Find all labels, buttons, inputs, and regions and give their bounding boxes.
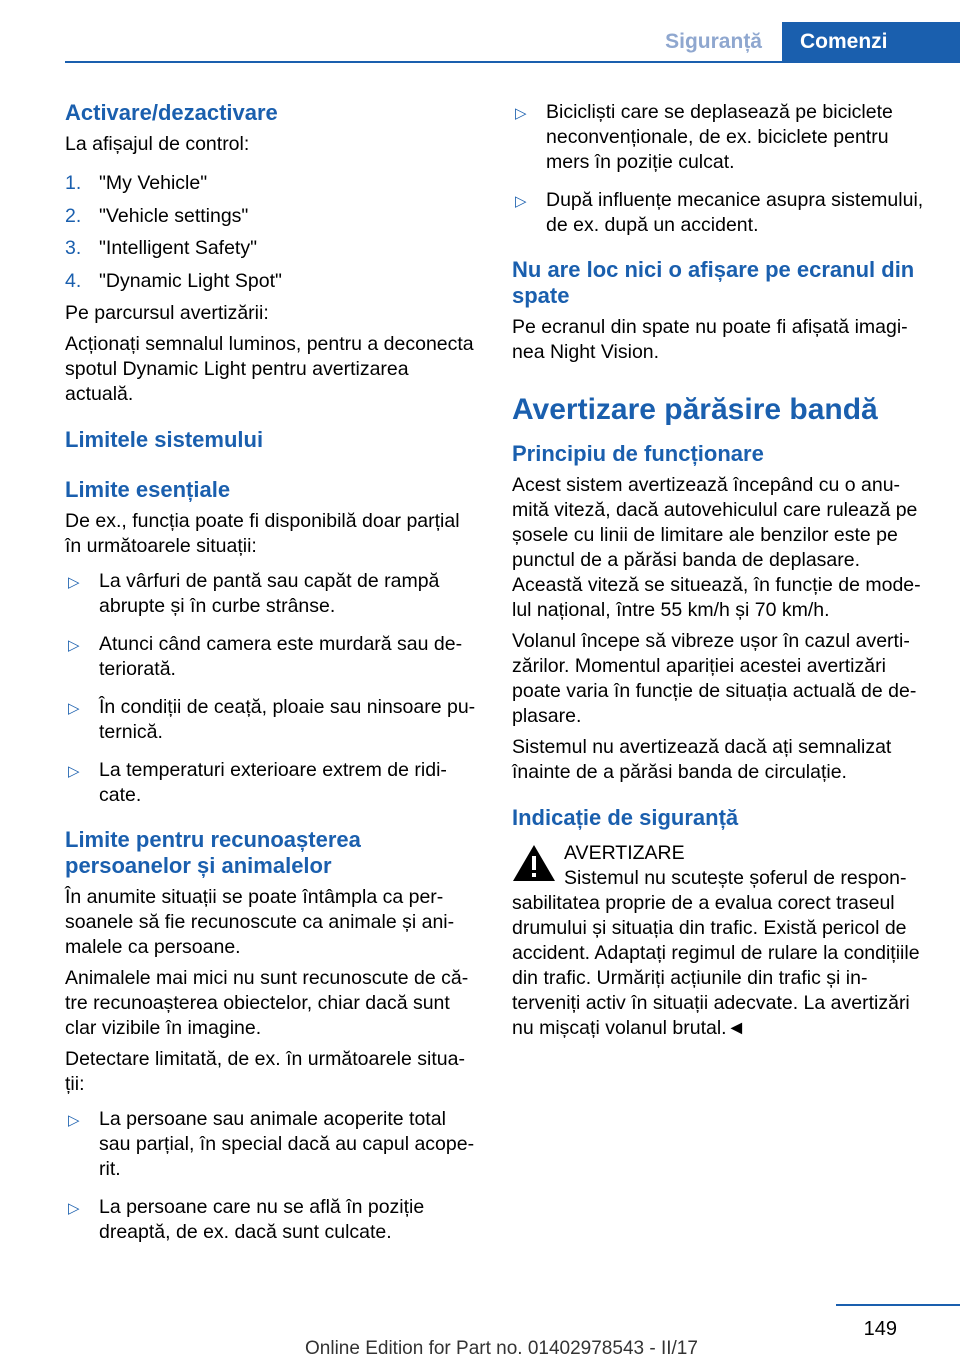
triangle-bullet-icon: ▷ xyxy=(68,763,80,780)
detection-list xyxy=(65,1107,477,1245)
list-item-text: La vârfuri de pantă sau capăt de rampă abrupte și în curbe strânse. xyxy=(99,570,440,617)
triangle-bullet-icon: ▷ xyxy=(515,193,527,210)
list-item xyxy=(512,100,926,175)
warning-title: AVERTIZARE xyxy=(564,842,685,864)
left-column xyxy=(65,100,477,1258)
header-rule xyxy=(65,61,960,63)
heading-limits: Limitele sistemului xyxy=(65,427,264,452)
tab-controls[interactable]: Comenzi xyxy=(782,22,960,62)
step-number: 1. xyxy=(65,172,82,194)
list-item xyxy=(65,758,477,808)
list-item xyxy=(65,1195,477,1245)
step-number: 4. xyxy=(65,269,82,292)
paragraph-principle: Acest sistem avertizează începând cu o anumită viteză, dacă autovehiculul care rulează pe șosele cu linii de limitare ale benzilor este pe punctul de a părăsi banda de deplasare. Această viteză se situează, în funcție de modelul național, între 55 km/h și 70 km/h. xyxy=(512,474,921,621)
triangle-bullet-icon: ▷ xyxy=(68,1200,80,1217)
right-column xyxy=(512,100,926,1041)
triangle-bullet-icon: ▷ xyxy=(68,1112,80,1129)
paragraph-recognition-1: În anumite situații se poate întâmpla ca persoanele să fie recunoscute ca animale și animalele ca persoane. xyxy=(65,886,455,958)
step-text: "Intelligent Safety" xyxy=(99,237,258,259)
paragraph-recognition-2: Animalele mai mici nu sunt recunoscute de către recunoașterea obiectelor, chiar dacă sunt clar vizibile în imagine. xyxy=(65,967,469,1039)
heading-recognition: Limite pentru recunoașterea persoanelor și animalelor xyxy=(65,827,361,878)
list-item-text: Bicicliști care se deplasează pe biciclete neconvenționale, de ex. biciclete pentru mers în poziție culcat. xyxy=(546,101,893,173)
list-item xyxy=(65,569,477,619)
heading-principle: Principiu de funcționare xyxy=(512,441,764,466)
footer-rule xyxy=(836,1304,960,1306)
heading-essential: Limite esențiale xyxy=(65,477,231,502)
step-text: "Vehicle settings" xyxy=(99,204,249,227)
warning-text: Sistemul nu scutește șoferul de responsabilitatea proprie de a evalua corect traseul drumului și situația din trafic. Există pericol de accident. Adaptați regimul de rulare la condițiile din trafic. Urmăriți acțiunile din trafic și interveniți activ în situații adecvate. La avertizări nu mișcați volanul brutal.◄ xyxy=(512,867,920,1039)
paragraph-essential: De ex., funcția poate fi disponibilă doar parțial în următoarele situații: xyxy=(65,510,460,557)
page-number: 149 xyxy=(863,1318,897,1340)
warning-triangle-icon xyxy=(512,843,556,883)
list-item-text: La persoane sau animale acoperite total sau parțial, în special dacă au capul acoperit. xyxy=(99,1108,475,1180)
step-text: "My Vehicle" xyxy=(99,172,208,194)
triangle-bullet-icon: ▷ xyxy=(68,637,80,654)
paragraph-recognition-3: Detectare limitată, de ex. în următoarele situații: xyxy=(65,1048,465,1095)
heading-lane-departure: Avertizare părăsire bandă xyxy=(512,393,878,426)
header-tabs xyxy=(645,22,960,62)
heading-safety-note: Indicație de siguranță xyxy=(512,805,739,830)
triangle-bullet-icon: ▷ xyxy=(68,574,80,591)
paragraph-flash: Acționați semnalul luminos, pentru a deconecta spotul Dynamic Light pentru avertizarea actuală. xyxy=(65,333,474,405)
list-item xyxy=(65,269,477,294)
warning-block xyxy=(512,841,926,866)
list-item xyxy=(65,171,477,196)
list-item xyxy=(512,188,926,238)
cyclist-list xyxy=(512,100,926,238)
list-item xyxy=(65,1107,477,1182)
limits-list xyxy=(65,569,477,808)
list-item xyxy=(65,695,477,745)
heading-activation: Activare/dezactivare xyxy=(65,100,278,125)
list-item-text: În condiții de ceață, ploaie sau ninsoare puternică. xyxy=(99,696,476,743)
triangle-bullet-icon: ▷ xyxy=(515,105,527,122)
list-item xyxy=(65,632,477,682)
list-item-text: După influențe mecanice asupra sistemului, de ex. după un accident. xyxy=(546,189,924,236)
heading-no-display: Nu are loc nici o afișare pe ecranul din spate xyxy=(512,257,915,308)
steps-list xyxy=(65,171,477,294)
tab-safety[interactable]: Siguranță xyxy=(665,30,762,53)
list-item xyxy=(65,204,477,229)
step-number: 2. xyxy=(65,204,82,227)
paragraph-vibrate: Volanul începe să vibreze ușor în cazul avertizărilor. Momentul apariției acestei avertizări poate varia în funcție de situația actuală de deplasare. xyxy=(512,630,917,727)
list-item xyxy=(65,236,477,261)
list-item-text: Atunci când camera este murdară sau deteriorată. xyxy=(99,633,463,680)
list-item-text: La temperaturi exterioare extrem de ridicate. xyxy=(99,759,447,806)
step-text: "Dynamic Light Spot" xyxy=(99,269,282,292)
edition-note: Online Edition for Part no. 01402978543 - II/17 xyxy=(305,1338,698,1359)
step-number: 3. xyxy=(65,237,82,259)
triangle-bullet-icon: ▷ xyxy=(68,700,80,717)
paragraph-no-display: Pe ecranul din spate nu poate fi afișată imaginea Night Vision. xyxy=(512,316,908,363)
list-item-text: La persoane care nu se află în poziție dreaptă, de ex. dacă sunt culcate. xyxy=(99,1196,425,1243)
paragraph-signal: Sistemul nu avertizează dacă ați semnalizat înainte de a părăsi banda de circulație. xyxy=(512,736,892,783)
paragraph-display: La afișajul de control: xyxy=(65,133,250,155)
paragraph-during: Pe parcursul avertizării: xyxy=(65,302,269,324)
